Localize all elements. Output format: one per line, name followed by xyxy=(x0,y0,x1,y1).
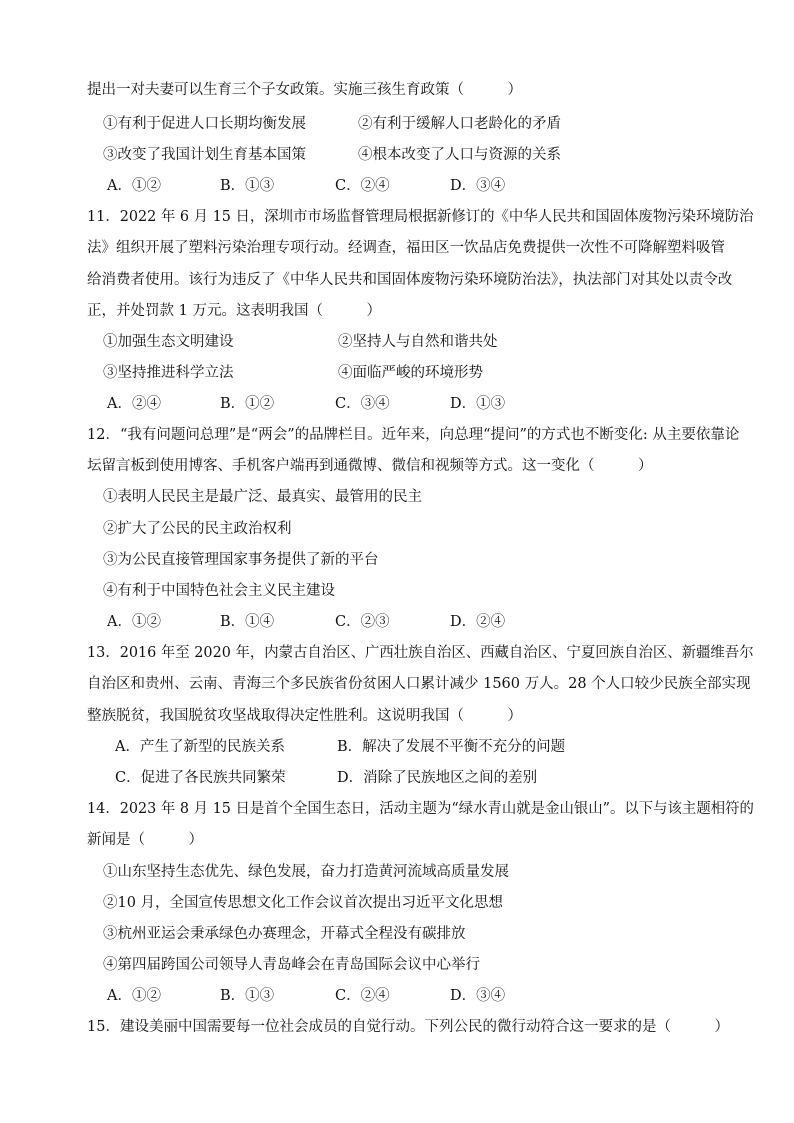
q10-answer-d: D．③④ xyxy=(450,178,506,194)
q14-option-4: ④第四届跨国公司领导人青岛峰会在青岛国际会议中心举行 xyxy=(103,957,480,973)
q11-option-2: ②坚持人与自然和谐共处 xyxy=(338,334,498,350)
q11-option-4: ④面临严峻的环境形势 xyxy=(338,365,483,381)
q12-option-1: ①表明人民民主是最广泛、最真实、最管用的民主 xyxy=(103,489,422,505)
q11-line-1: 11．2022 年 6 月 15 日，深圳市市场监督管理局根据新修订的《中华人民共和国固体废物污染环境防治 xyxy=(87,209,754,225)
q12-answer-c: C．②③ xyxy=(335,614,390,630)
q11-option-1: ①加强生态文明建设 xyxy=(103,334,234,350)
q14-option-3: ③杭州亚运会秉承绿色办赛理念，开幕式全程没有碳排放 xyxy=(103,926,466,942)
q10-stem: 提出一对夫妻可以生育三个子女政策。实施三孩生育政策（ ） xyxy=(87,82,522,98)
q10-answer-c: C．②④ xyxy=(335,178,390,194)
q10-option-3: ③改变了我国计划生育基本国策 xyxy=(103,147,306,163)
q14-answer-b: B．①③ xyxy=(220,988,275,1004)
q11-line-3: 给消费者使用。该行为违反了《中华人民共和国固体废物污染环境防治法》，执法部门对其处以责令改 xyxy=(87,272,733,288)
q12-answer-a: A．①② xyxy=(107,614,161,630)
q13-line-2: 自治区和贵州、云南、青海三个多民族省份贫困人口累计减少 1560 万人。28 个人口较少民族全部实现 xyxy=(87,676,751,692)
q14-answer-a: A．①② xyxy=(107,988,161,1004)
q15-line-1: 15．建设美丽中国需要每一位社会成员的自觉行动。下列公民的微行动符合这一要求的是（ ） xyxy=(87,1019,729,1035)
q14-answer-d: D．③④ xyxy=(450,988,506,1004)
q10-option-2: ②有利于缓解人口老龄化的矛盾 xyxy=(358,116,561,132)
q10-answer-b: B．①③ xyxy=(220,178,275,194)
q14-line-1: 14．2023 年 8 月 15 日是首个全国生态日，活动主题为“绿水青山就是金山银山”。以下与该主题相符的 xyxy=(87,801,754,817)
q11-answer-c: C．③④ xyxy=(335,396,390,412)
q11-answer-a: A．②④ xyxy=(107,396,161,412)
q14-option-1: ①山东坚持生态优先、绿色发展，奋力打造黄河流域高质量发展 xyxy=(103,864,509,880)
q13-option-b: B．解决了发展不平衡不充分的问题 xyxy=(337,739,566,755)
q12-line-1: 12．“我有问题问总理”是“两会”的品牌栏目。近年来，向总理“提问”的方式也不断变化: 从主要依靠论 xyxy=(87,427,740,443)
q13-line-1: 13．2016 年至 2020 年，内蒙古自治区、广西壮族自治区、西藏自治区、宁夏回族自治区、新疆维吾尔 xyxy=(87,645,754,661)
q11-answer-b: B．①② xyxy=(220,396,275,412)
q10-option-4: ④根本改变了人口与资源的关系 xyxy=(358,147,561,163)
q13-line-3: 整族脱贫，我国脱贫攻坚战取得决定性胜利。这说明我国（ ） xyxy=(87,708,522,724)
q10-option-1: ①有利于促进人口长期均衡发展 xyxy=(103,116,306,132)
q12-option-2: ②扩大了公民的民主政治权利 xyxy=(103,521,292,537)
q11-line-2: 法》组织开展了塑料污染治理专项行动。经调查，福田区一饮品店免费提供一次性不可降解塑料吸管 xyxy=(87,240,725,256)
q11-answer-d: D．①③ xyxy=(450,396,506,412)
q10-answer-a: A．①② xyxy=(107,178,161,194)
q12-line-2: 坛留言板到使用博客、手机客户端再到通微博、微信和视频等方式。这一变化（ ） xyxy=(87,458,653,474)
q14-option-2: ②10 月，全国宣传思想文化工作会议首次提出习近平文化思想 xyxy=(103,895,504,911)
q14-line-2: 新闻是（ ） xyxy=(87,832,203,848)
q12-option-4: ④有利于中国特色社会主义民主建设 xyxy=(103,583,335,599)
q12-option-3: ③为公民直接管理国家事务提供了新的平台 xyxy=(103,552,379,568)
q11-line-4: 正，并处罚款 1 万元。这表明我国（ ） xyxy=(87,303,381,319)
q14-answer-c: C．②④ xyxy=(335,988,390,1004)
q12-answer-b: B．①④ xyxy=(220,614,275,630)
q13-option-c: C．促进了各民族共同繁荣 xyxy=(115,770,286,786)
q13-option-a: A．产生了新型的民族关系 xyxy=(115,739,285,755)
q12-answer-d: D．②④ xyxy=(450,614,506,630)
q13-option-d: D．消除了民族地区之间的差别 xyxy=(337,770,538,786)
q11-option-3: ③坚持推进科学立法 xyxy=(103,365,234,381)
